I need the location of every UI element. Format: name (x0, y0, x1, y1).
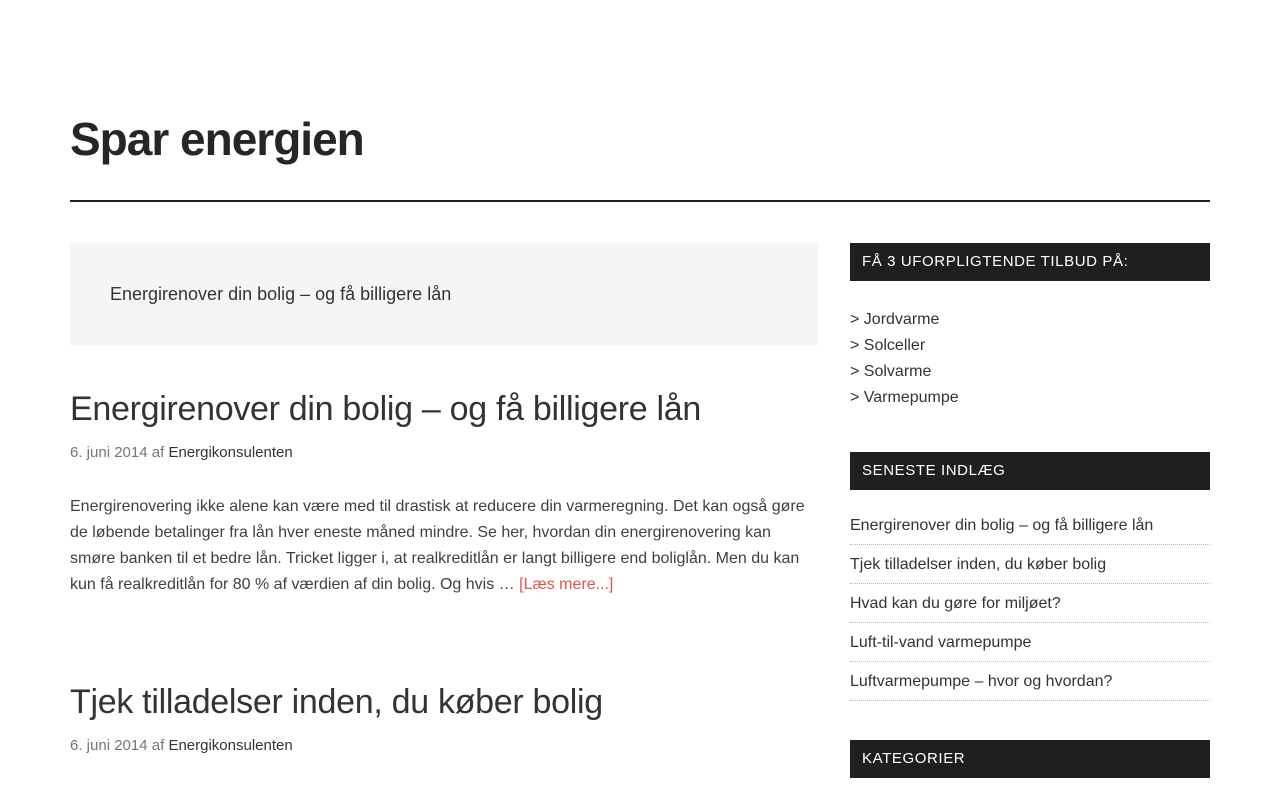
list-item (850, 359, 1210, 385)
archive-title: Energirenover din bolig – og få billigere lån (110, 284, 452, 304)
list-item (850, 333, 1210, 359)
recent-post-link-5[interactable]: Luftvarmepumpe – hvor og hvordan? (850, 673, 1113, 690)
list-item (850, 662, 1210, 701)
list-item (850, 545, 1210, 584)
site-header (70, 0, 1210, 164)
list-item (850, 623, 1210, 662)
recent-post-link-3[interactable]: Hvad kan du gøre for miljøet? (850, 595, 1061, 612)
post-title-link[interactable]: Energirenover din bolig – og få billigere lån (70, 390, 702, 428)
sidebar-link-jordvarme[interactable]: > Jordvarme (850, 311, 940, 328)
post-entry (70, 682, 818, 755)
list-item (850, 584, 1210, 623)
recent-post-link-4[interactable]: Luft-til-vand varmepumpe (850, 634, 1032, 651)
post-author-link[interactable]: Energikonsulenten (168, 737, 293, 754)
list-item (850, 506, 1210, 545)
post-entry (70, 389, 818, 598)
post-date: 6. juni 2014 (70, 737, 148, 754)
sidebar-link-varmepumpe[interactable]: > Varmepumpe (850, 389, 959, 406)
list-item (850, 307, 1210, 333)
header-divider (70, 200, 1210, 202)
site-title-link[interactable]: Spar energien (70, 113, 364, 165)
read-more-link[interactable]: [Læs mere...] (519, 576, 614, 593)
byline-connector: af (151, 444, 165, 461)
recent-post-link-2[interactable]: Tjek tilladelser inden, du køber bolig (850, 556, 1107, 573)
post-excerpt-text: Energirenovering ikke alene kan være med til drastisk at reducere din varmeregning. Det kan også gøre de løbende betalinger fra lån hver eneste måned mindre. Se her, hvordan din energirenovering kan smøre banken til et bedre lån. Tricket ligger i, at realkreditlån er langt billigere end boliglån. Men du kan kun få realkreditlån for 80 % af værdien af din bolig. Og hvis … (70, 498, 805, 593)
post-excerpt (70, 494, 818, 598)
widget-heading-categories: KATEGORIER (850, 740, 1210, 778)
widget-heading-offers: FÅ 3 UFORPLIGTENDE TILBUD PÅ: (850, 243, 1210, 281)
widget-heading-recent-posts: SENESTE INDLÆG (850, 452, 1210, 490)
recent-post-link-1[interactable]: Energirenover din bolig – og få billigere lån (850, 517, 1154, 534)
sidebar-widget-offers (850, 243, 1210, 411)
offers-list (850, 307, 1210, 411)
sidebar-widget-categories (850, 740, 1210, 778)
content-area (70, 243, 1210, 778)
post-meta (70, 444, 818, 462)
archive-title-box (70, 243, 818, 345)
page-wrap (70, 0, 1210, 778)
recent-posts-list (850, 506, 1210, 701)
sidebar (850, 243, 1210, 778)
post-meta (70, 737, 818, 755)
post-date: 6. juni 2014 (70, 444, 148, 461)
byline-connector: af (151, 737, 165, 754)
sidebar-link-solceller[interactable]: > Solceller (850, 337, 926, 354)
sidebar-link-solvarme[interactable]: > Solvarme (850, 363, 932, 380)
post-author-link[interactable]: Energikonsulenten (168, 444, 293, 461)
list-item (850, 385, 1210, 411)
main-content (70, 243, 818, 778)
post-title-link[interactable]: Tjek tilladelser inden, du køber bolig (70, 683, 603, 721)
sidebar-widget-recent-posts (850, 452, 1210, 701)
